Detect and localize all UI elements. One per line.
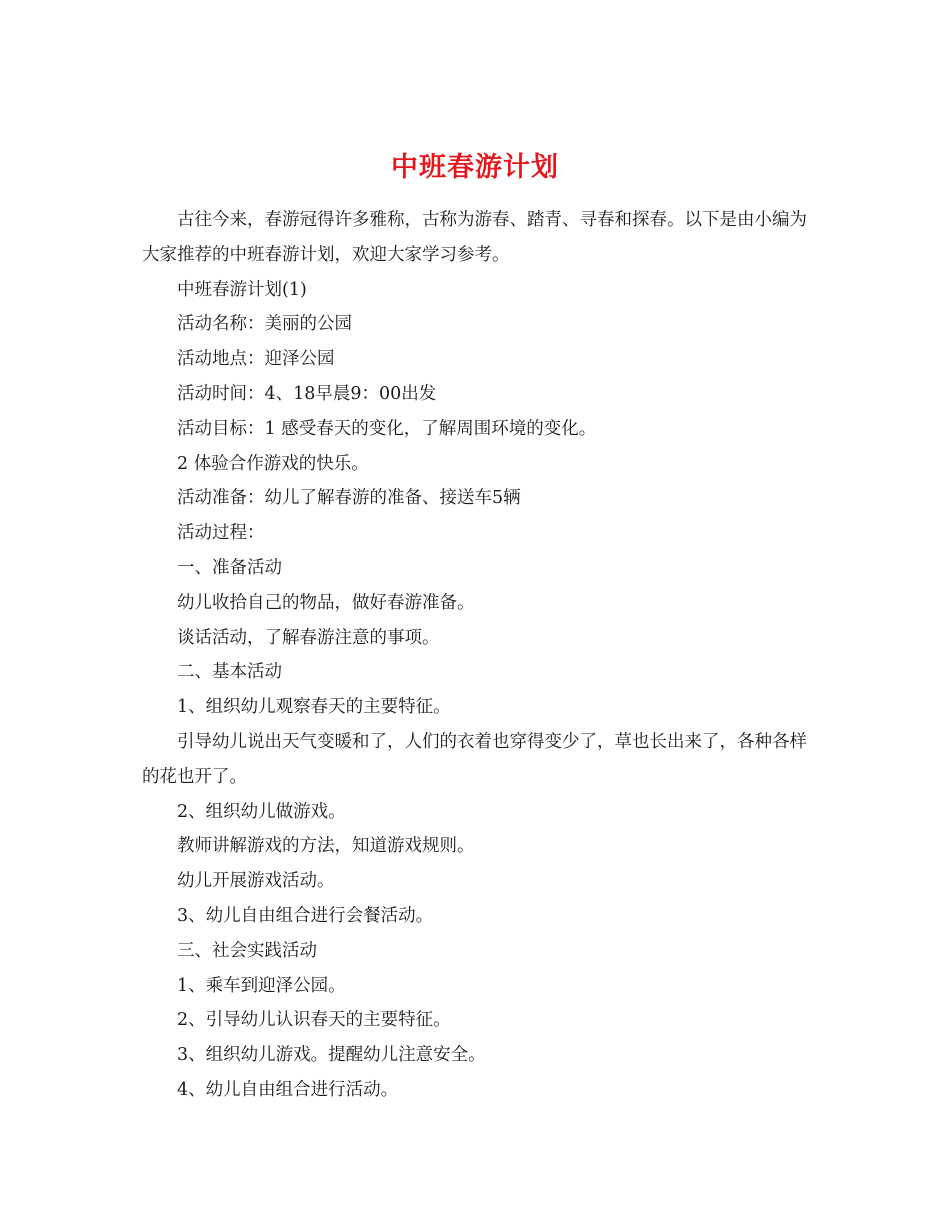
list-item: 幼儿收拾自己的物品，做好春游准备。 — [177, 592, 475, 613]
step-heading-basic: 二、基本活动 — [177, 662, 282, 683]
list-item: 引导幼儿说出天气变暖和了，人们的衣着也穿得变少了，草也长出来了，各种各样的花也开了。 — [142, 731, 807, 787]
list-item: 教师讲解游戏的方法，知道游戏规则。 — [177, 836, 475, 857]
list-item: 谈话活动，了解春游注意的事项。 — [177, 627, 440, 648]
activity-location: 活动地点：迎泽公园 — [177, 349, 335, 370]
list-item: 1、乘车到迎泽公园。 — [177, 975, 346, 996]
activity-goal-1: 活动目标：1 感受春天的变化，了解周围环境的变化。 — [177, 418, 597, 439]
activity-process-heading: 活动过程： — [177, 523, 265, 544]
intro-paragraph: 古往今来，春游冠得许多雅称，古称为游春、踏青、寻春和探春。以下是由小编为大家推荐的中班春游计划，欢迎大家学习参考。 — [142, 210, 807, 265]
section-heading-plan-1: 中班春游计划(1) — [177, 279, 307, 300]
activity-goal-2: 2 体验合作游戏的快乐。 — [177, 453, 369, 474]
list-item: 2、引导幼儿认识春天的主要特征。 — [177, 1010, 451, 1031]
activity-name: 活动名称：美丽的公园 — [177, 314, 352, 335]
step-heading-social-practice: 三、社会实践活动 — [177, 940, 317, 961]
step-heading-preparation: 一、准备活动 — [177, 557, 282, 578]
activity-preparation: 活动准备：幼儿了解春游的准备、接送车5辆 — [177, 488, 521, 509]
list-item: 1、组织幼儿观察春天的主要特征。 — [177, 697, 451, 718]
document-title: 中班春游计划 — [391, 152, 559, 184]
document-body — [142, 203, 807, 1108]
list-item: 幼儿开展游戏活动。 — [177, 871, 335, 892]
list-item: 2、组织幼儿做游戏。 — [177, 801, 346, 822]
list-item: 4、幼儿自由组合进行活动。 — [177, 1079, 399, 1100]
list-item: 3、幼儿自由组合进行会餐活动。 — [177, 905, 434, 926]
activity-time: 活动时间：4、18早晨9：00出发 — [177, 383, 437, 404]
list-item: 3、组织幼儿游戏。提醒幼儿注意安全。 — [177, 1045, 486, 1066]
